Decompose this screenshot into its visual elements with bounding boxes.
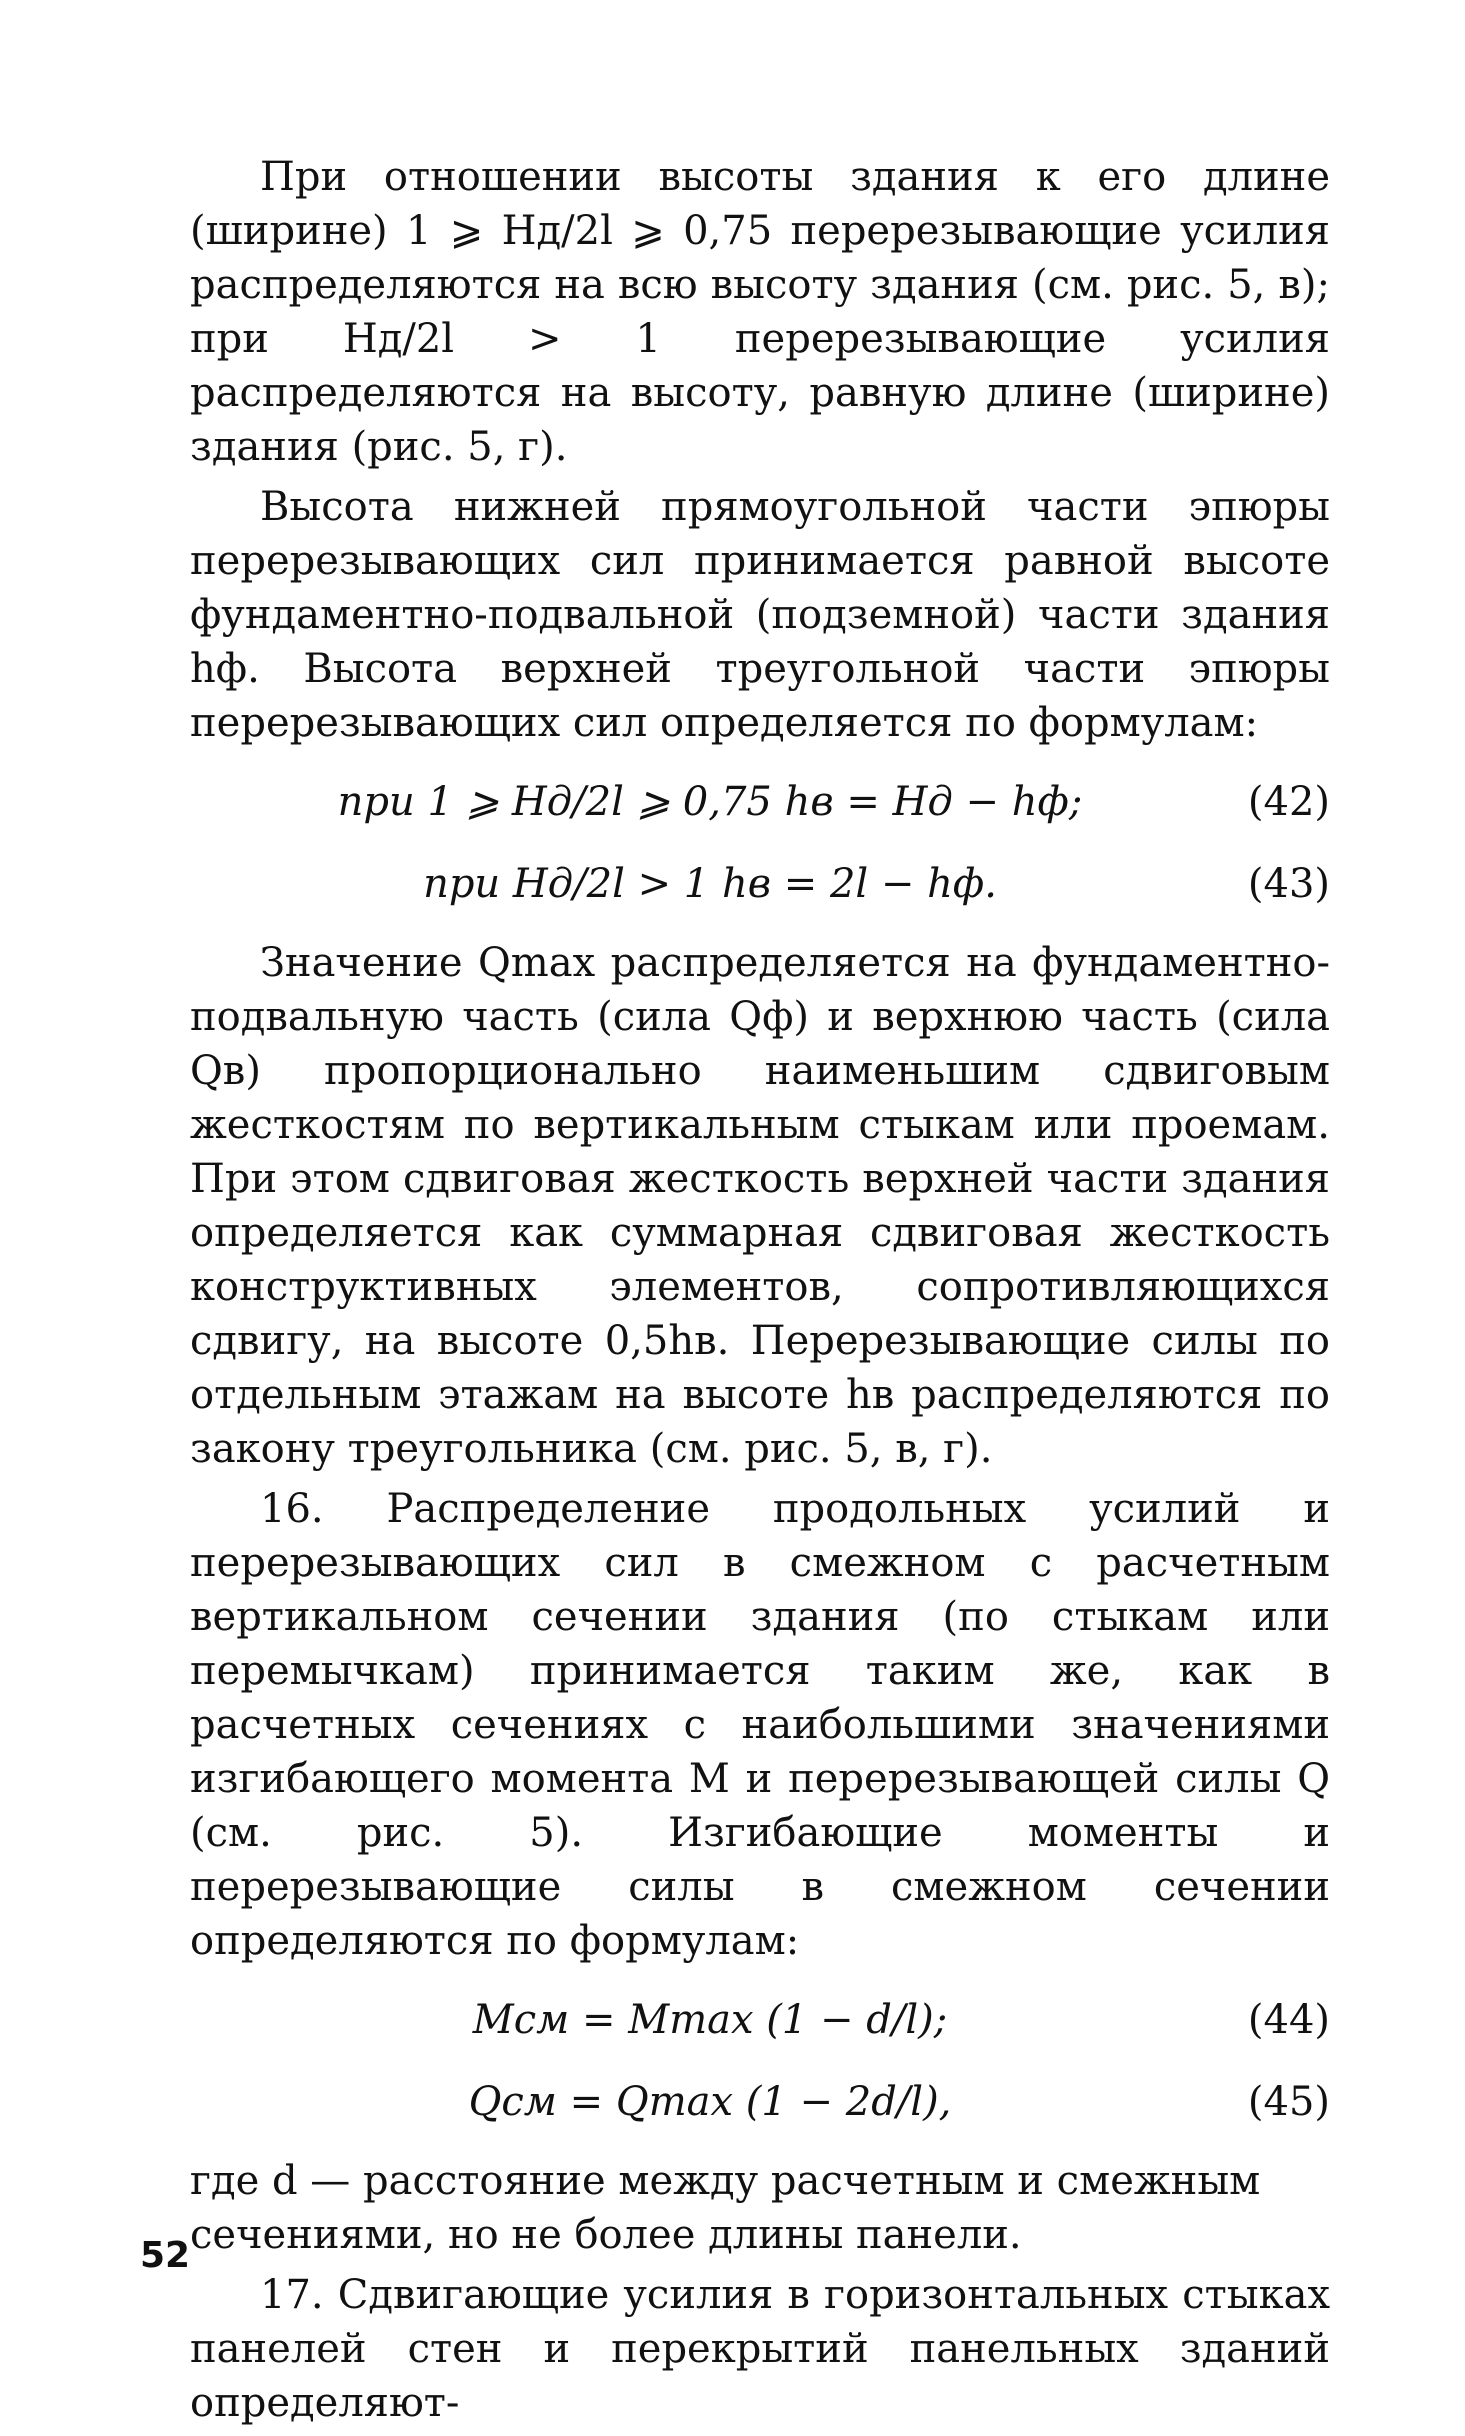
formula-42-number: (42): [1247, 779, 1330, 825]
paragraph-4: 16. Распределение продольных усилий и перерезывающих сил в смежном с расчетным вертикальном сечении здания (по стыкам или перемычкам) принимается таким же, как в расчетных сечениях с наибольшими значениями изгибающего момента M и перерезывающей силы Q (см. рис. 5). Изгибающие моменты и перерезывающие силы в смежном сечении определяются по формулам:: [190, 1486, 1330, 1964]
formula-43: [190, 854, 1330, 914]
formula-45: [190, 2072, 1330, 2132]
formula-43-expression: при Hд/2l > 1 hв = 2l − hф.: [423, 861, 997, 907]
formula-45-number: (45): [1247, 2079, 1330, 2125]
formula-44-expression: Mсм = Mmax (1 − d/l);: [472, 1997, 948, 2043]
formula-45-expression: Qсм = Qmax (1 − 2d/l),: [468, 2079, 952, 2125]
paragraph-1: При отношении высоты здания к его длине (ширине) 1 ⩾ Hд/2l ⩾ 0,75 перерезывающие усилия распределяются на всю высоту здания (см. рис. 5, в); при Hд/2l > 1 перерезывающие усилия распределяются на высоту, равную длине (ширине) здания (рис. 5, г).: [190, 154, 1330, 470]
paragraph-2: Высота нижней прямоугольной части эпюры перерезывающих сил принимается равной высоте фундаментно-подвальной (подземной) части здания hф. Высота верхней треугольной части эпюры перерезывающих сил определяется по формулам:: [190, 484, 1330, 746]
formula-44: [190, 1990, 1330, 2050]
paragraph-3: Значение Qmax распределяется на фундаментно-подвальную часть (сила Qф) и верхнюю часть (сила Qв) пропорционально наименьшим сдвиговым жесткостям по вертикальным стыкам или проемам. При этом сдвиговая жесткость верхней части здания определяется как суммарная сдвиговая жесткость конструктивных элементов, сопротивляющихся сдвигу, на высоте 0,5hв. Перерезывающие силы по отдельным этажам на высоте hв распределяются по закону треугольника (см. рис. 5, в, г).: [190, 940, 1330, 1472]
paragraph-final: 17. Сдвигающие усилия в горизонтальных стыках панелей стен и перекрытий панельных зданий определяют-: [190, 2272, 1330, 2426]
where-clause: где d — расстояние между расчетным и смежным сечениями, но не более длины панели.: [190, 2158, 1261, 2258]
formula-42: [190, 772, 1330, 832]
book-page: [190, 150, 1330, 2436]
formula-42-expression: при 1 ⩾ Hд/2l ⩾ 0,75 hв = Hд − hф;: [337, 779, 1083, 825]
formula-44-number: (44): [1247, 1997, 1330, 2043]
page-number: 52: [140, 2235, 191, 2276]
formula-43-number: (43): [1247, 861, 1330, 907]
